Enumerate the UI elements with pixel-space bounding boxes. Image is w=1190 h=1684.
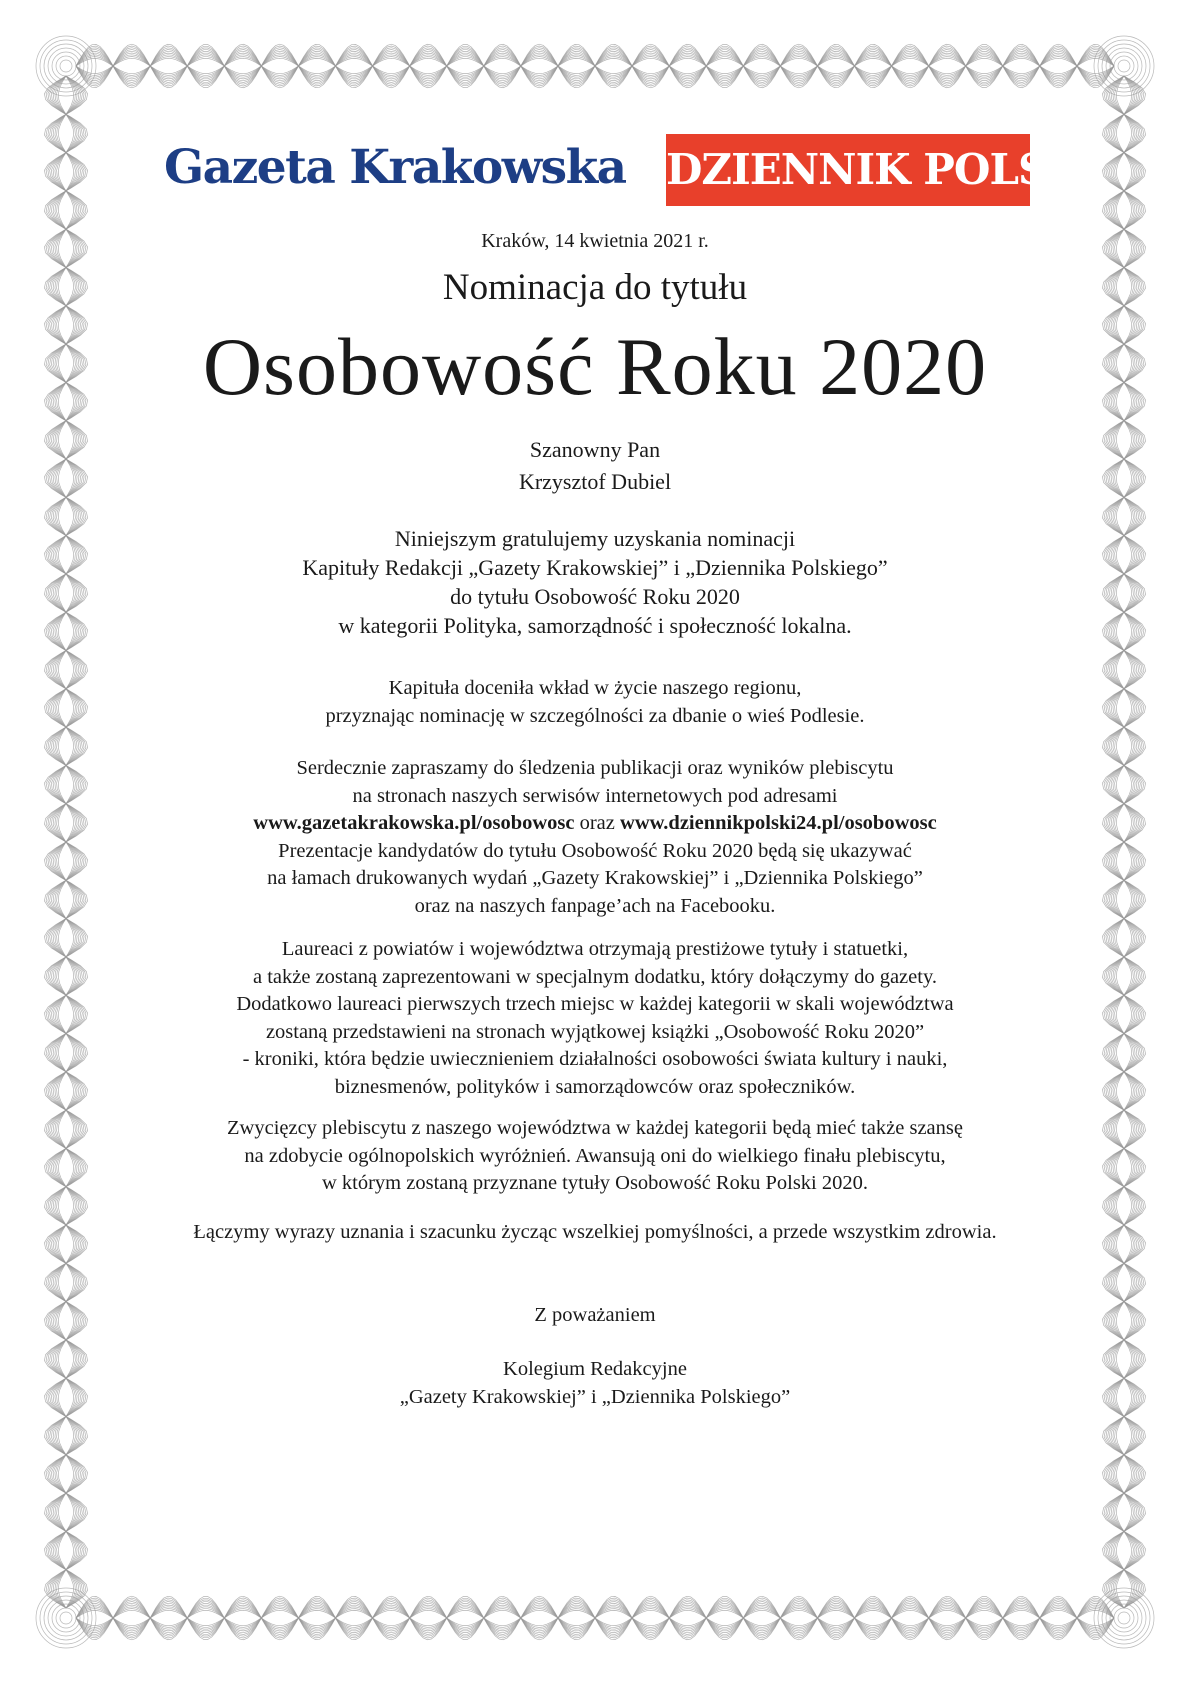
paragraph-line: Serdecznie zapraszamy do śledzenia publikacji oraz wyników plebiscytu [296, 757, 894, 779]
corner-rosette-ring [44, 44, 88, 88]
border-strand [76, 44, 1114, 88]
paragraph-line: do tytułu Osobowość Roku 2020 [450, 584, 740, 609]
corner-rosette-ring [1114, 56, 1134, 76]
recipient-block [0, 436, 1190, 496]
paragraph-line: Kapituły Redakcji „Gazety Krakowskiej” i „Dziennika Polskiego” [302, 555, 888, 580]
corner-rosette-ring [36, 36, 96, 96]
closing-regards: Z poważaniem [534, 1304, 656, 1326]
paragraph-line: Kapituła doceniła wkład w życie naszego regionu, [388, 677, 802, 699]
invitation-paragraph [0, 755, 1190, 920]
corner-rosette-ring [1094, 36, 1154, 96]
paragraph-line: Dodatkowo laureaci pierwszych trzech miejsc w każdej kategorii w skali województwa [236, 993, 954, 1015]
dziennik-polski-logo: DZIENNIK POLSKI [666, 134, 1030, 206]
paragraph-line: biznesmenów, polityków i samorządowców oraz społeczników. [334, 1075, 856, 1098]
laureates-paragraph [0, 936, 1190, 1101]
corner-rosette-ring [1106, 1600, 1142, 1636]
url-connector: oraz [579, 812, 615, 834]
paragraph-line: a także zostaną zaprezentowani w specjalnym dodatku, który dołączymy do gazety. [252, 965, 937, 988]
award-title: Osobowość Roku 2020 [202, 321, 988, 412]
paragraph-line: Zwycięzcy plebiscytu z naszego województwa w każdej kategorii będą mieć także szansę [227, 1117, 963, 1139]
paragraph-line: - kroniki, która będzie uwiecznieniem działalności osobowości świata kultury i nauki, [242, 1048, 948, 1070]
paragraph-line: Laureaci z powiatów i województwa otrzymają prestiżowe tytuły i statuetki, [281, 938, 909, 960]
corner-rosette-ring [56, 56, 76, 76]
letter-date: Kraków, 14 kwietnia 2021 r. [481, 230, 709, 252]
corner-rosette-ring [1114, 1608, 1134, 1628]
winners-paragraph [0, 1115, 1190, 1198]
corner-rosette-ring [60, 1612, 72, 1624]
gazeta-url: www.gazetakrakowska.pl/osobowosc [253, 812, 575, 834]
paragraph-line: Niniejszym gratulujemy uzyskania nominacji [394, 526, 796, 551]
dziennik-url: www.dziennikpolski24.pl/osobowosc [620, 812, 937, 834]
paragraph-line: w którym zostaną przyznane tytuły Osobowość Roku Polski 2020. [321, 1172, 869, 1194]
signature-line: „Gazety Krakowskiej” i „Dziennika Polskiego” [399, 1385, 791, 1408]
corner-rosette-ring [60, 60, 72, 72]
paragraph-line: w kategorii Polityka, samorządność i społeczność lokalna. [338, 613, 852, 638]
signature-line: Kolegium Redakcyjne [503, 1358, 687, 1380]
corner-rosette-ring [1102, 1596, 1146, 1640]
paragraph-line: Prezentacje kandydatów do tytułu Osobowość Roku 2020 będą się ukazywać [278, 839, 912, 862]
signature-block [0, 1356, 1190, 1411]
paragraph-line: na zdobycie ogólnopolskich wyróżnień. Awansują oni do wielkiego finału plebiscytu, [244, 1144, 946, 1167]
corner-rosette-ring [1102, 44, 1146, 88]
corner-rosette-ring [44, 1596, 88, 1640]
paragraph-line: oraz na naszych fanpage’ach na Facebooku. [414, 894, 776, 917]
salutation: Szanowny Pan [529, 437, 661, 462]
urls-line [0, 810, 1190, 838]
corner-rosette-ring [36, 1588, 96, 1648]
paragraph-line: zostaną przedstawieni na stronach wyjątkowej książki „Osobowość Roku 2020” [265, 1020, 925, 1043]
corner-rosette-ring [1118, 60, 1130, 72]
corner-rosette-ring [1118, 1612, 1130, 1624]
recognition-paragraph [0, 675, 1190, 730]
wishes-line: Łączymy wyrazy uznania i szacunku życząc wszelkiej pomyślności, a przede wszystkim zdrowia. [193, 1221, 997, 1243]
corner-rosette-ring [48, 48, 84, 84]
corner-rosette-ring [48, 1600, 84, 1636]
gazeta-krakowska-logo: Gazeta Krakowska [164, 140, 626, 195]
corner-rosette-ring [56, 1608, 76, 1628]
paragraph-line: przyznając nominację w szczególności za dbanie o wieś Podlesie. [325, 704, 865, 727]
nomination-paragraph [0, 524, 1190, 640]
corner-rosette-ring [1106, 48, 1142, 84]
nomination-subtitle: Nominacja do tytułu [442, 267, 748, 308]
paragraph-line: na łamach drukowanych wydań „Gazety Krakowskiej” i „Dziennika Polskiego” [267, 867, 923, 889]
paragraph-line: na stronach naszych serwisów internetowych pod adresami [352, 784, 838, 807]
corner-rosette-ring [1094, 1588, 1154, 1648]
recipient-name: Krzysztof Dubiel [518, 469, 672, 494]
border-strand [76, 1596, 1114, 1640]
